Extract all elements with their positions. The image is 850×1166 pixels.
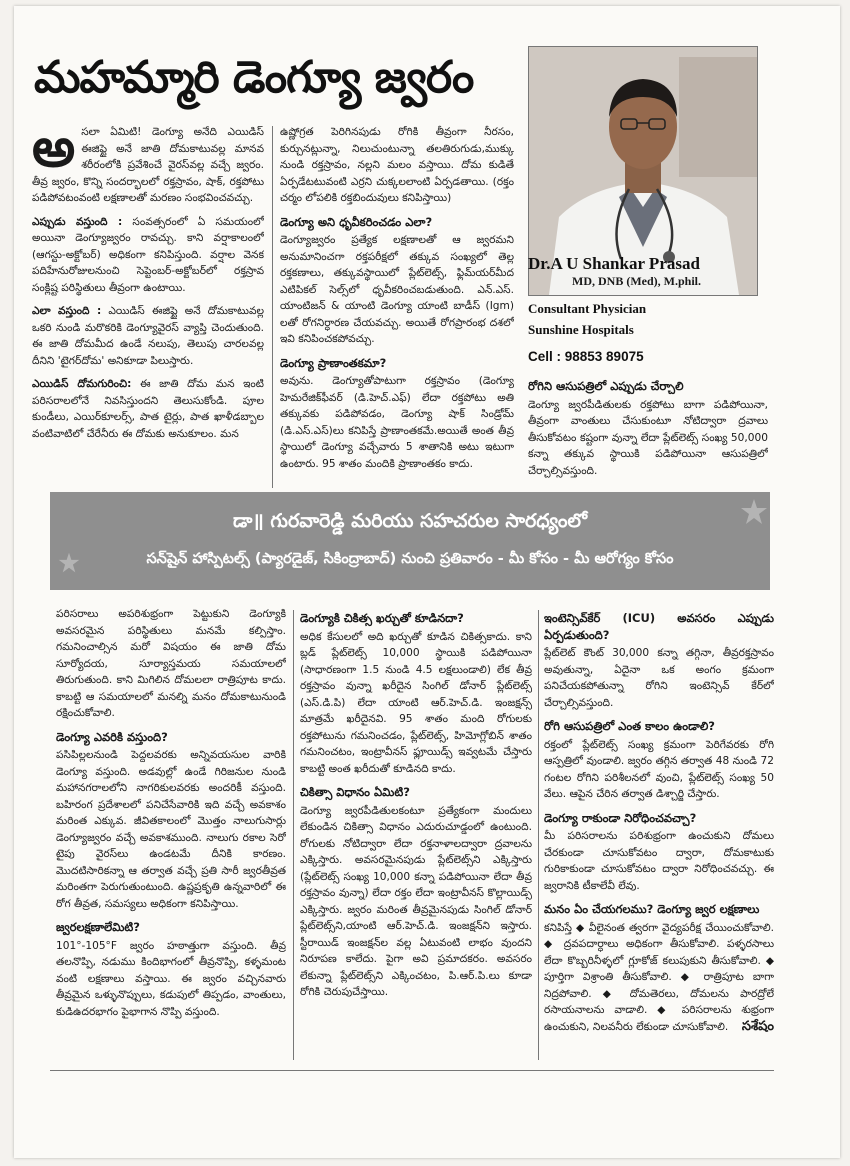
column-3 — [528, 374, 768, 490]
star-icon — [740, 498, 768, 526]
col2-para-2: డెంగ్యూజ్వరం ప్రత్యేక లక్షణాలతో ఆ జ్వరమని అనుమానించగా రక్తపరీక్షలో తక్కువ సంఖ్యలో తెల్ల రక్తకణాలు, తక్కువస్థాయిలో ప్లేట్‌లెట్స్, ఫ్లిమ్‌యర్‌మీద ఎటిపికల్ సెల్స్‌లో ధృవీకరించబడుతుంది. ఎన్.ఎస్. యాంటిజన్ & యాంటి డెంగ్యూ యాంటి బాడీస్ (Igm) లతో రోగనిర్ధారణ చేయవచ్చు. అయితే రోగప్రారంభ దశలో ఇవి కనిపించకపోవచ్చు. — [280, 234, 514, 345]
col1-para-4: ఈ జాతి దోమ మన ఇంటి పరిసరాలలోనే నివసిస్తుందని తెలుసుకోండి. పూల కుండీలు, ఎయిర్‌కూలర్స్, పాత టైర్లు, పాత ఖాళీడబ్బాల వంటివాటిలో చేరేనీరు ఈ దోమకు అనుకూలం. మన — [32, 378, 264, 440]
doctor-phone: Cell : 98853 89075 — [528, 349, 644, 364]
col2-heading-2: డెంగ్యూ అని ధృవీకరించడం ఎలా? — [280, 214, 433, 229]
col6-heading-3: డెంగ్యూ రాకుండా నిరోధించవచ్చా? — [544, 810, 697, 825]
column-divider — [538, 610, 539, 1060]
col4-heading-2: డెంగ్యూ ఎవరికి వస్తుంది? — [56, 729, 168, 744]
article-title: మహమ్మారి డెంగ్యూ జ్వరం — [34, 52, 474, 103]
col1-heading-2: ఎప్పుడు వస్తుంది : — [32, 215, 123, 228]
col6-para-2: రక్తంలో ప్లేట్‌లెట్స్ సంఖ్య క్రమంగా పెరిగేవరకు రోగి ఆస్పత్రిలో వుండాలి. జ్వరం తగ్గిన తర్వాత 48 నుండి 72 గంటల రోగిని పరిశీలనలో వుంచి, ప్లేట్‌లెట్స్ సంఖ్య 50 వేలు. ఆపైన చేరిన తర్వాత డిశ్చార్జి చేస్తారు. — [544, 738, 774, 800]
doctor-hospital: Sunshine Hospitals — [528, 322, 634, 337]
continued-label: సశేషం — [741, 1018, 774, 1034]
doctor-role: Consultant Physician — [528, 301, 647, 316]
col6-para-3: మీ పరిసరాలను పరిశుభ్రంగా ఉంచుకుని దోమలు చేరకుండా చూసుకోవటం ద్వారా, దోమకాటుకు గురికాకుండా చూసుకోవటం ద్వారా నిరోధించవచ్చు. ఈ జ్వరానికి టీకాలేవీ లేవు. — [544, 830, 774, 892]
col1-para-1: సలా ఏమిటి! డెంగ్యూ అనేది ఎయిడిస్ ఈజిప్టై అనే జాతి దోమకాటువల్ల మానవ శరీరంలోకి ప్రవేశించే వైరస్‌వల్ల వచ్చే జ్వరం. తీవ్ర జ్వరం, కొన్ని సందర్భాలలో రక్తస్రావం, షాక్, రక్తపోటు పడిపోవటంవంటి లక్షణాలతో మరణం సంభవించవచ్చు. — [32, 126, 264, 204]
col4-para-3: 101°-105°F జ్వరం హఠాత్తుగా వస్తుంది. తీవ్ర తలనొప్పి, నడుము కిందిభాగంలో తీవ్రనొప్పి, కళ్ళమంట వంటి లక్షణాలు వస్తాయి. ఈ జ్వరం వచ్చినవారు తీవ్రమైన ఒళ్ళునొప్పులు, కడుపులో తిప్పడం, వాంతులు, కుడిఉదరభాగం పైభాగాన నొప్పి వస్తుంది. — [56, 939, 286, 1018]
col6-heading-4: మనం ఏం చేయగలము? డెంగ్యూ జ్వర లక్షణాలు — [544, 902, 760, 916]
star-icon — [58, 552, 80, 574]
doctor-degrees: MD, DNB (Med), M.phil. — [572, 274, 701, 288]
banner-line-1: డా॥ గురవారెడ్డి మరియు సహచరుల సారధ్యంలో — [232, 510, 588, 532]
col6-heading-1: ఇంటెన్సివ్‌కేర్ (ICU) అవసరం ఎప్పుడు ఏర్పడుతుంది? — [544, 611, 774, 642]
col4-para-2: పసిపిల్లలనుండి పెద్దలవరకు అన్నివయసుల వారికి డెంగ్యూ వస్తుంది. అడవుల్లో ఉండే గిరిజనుల నుండి మహానగరాలలోని నాగరికులవరకు అందరికీ వస్తుంది. బహిరంగ ప్రదేశాలలో పనిచేసేవారికి ఇది వచ్చే అవకాశం మరింత ఎక్కువ. జీవితకాలంలో మొత్తం నాలుగుసార్లు డెంగ్యూజ్వరం వచ్చే అవకాశముంది. నాలుగు రకాల సెరో టైపు వైరస్‌లు ఉండటమే దీనికి కారణం. మొదటిసారికన్నా ఆ తర్వాత వచ్చే ప్రతి సారీ జ్వరతీవ్రత మరింతగా పెరుగుతుంటుంది. ఉష్ణప్రకృతి ఉన్నవారిలో ఈ రోగ తీవ్రత, సమస్యలు అధికంగా కనిపిస్తాయి. — [56, 749, 286, 910]
col5-heading-1: డెంగ్యూకి చికిత్స ఖర్చుతో కూడినదా? — [300, 611, 464, 625]
column-5 — [300, 606, 532, 1066]
col1-heading-3: ఎలా వస్తుంది : — [32, 305, 102, 317]
column-1 — [32, 124, 264, 494]
drop-cap: అ — [32, 124, 76, 179]
col2-heading-3: డెంగ్యూ ప్రాణాంతకమా? — [280, 355, 387, 370]
hospital-banner — [50, 492, 770, 590]
column-divider — [272, 126, 273, 488]
column-6 — [544, 606, 774, 1068]
col5-heading-2: చికిత్సా విధానం ఏమిటి? — [300, 785, 410, 799]
col1-heading-4: ఎయిడిస్ దోమగురించి: — [32, 378, 132, 390]
col3-heading-1: రోగిని ఆసుపత్రిలో ఎప్పుడు చేర్చాలి — [528, 379, 684, 393]
col6-para-1: ప్లేట్‌లెట్ కౌంట్ 30,000 కన్నా తగ్గినా, తీవ్రరక్తస్రావం అవుతున్నా, ఏదైనా ఒక అంగం క్రమంగా పనిచేయకపోతున్నా రోగిని ఇంటెన్సివ్ కేర్‌లో చేర్చాల్సివస్తుంది. — [544, 647, 774, 709]
column-divider — [293, 610, 294, 1060]
column-2 — [280, 124, 514, 494]
col1-para-3: ఎయిడిస్ ఈజిప్టై అనే దోమకాటువల్ల ఒకరి నుండి మరొకరికి డెంగ్యూవైరస్ వ్యాప్తి చెందుతుంది. ఈ జాతి దోమమీద ఉండే నలుపు, తెలుపు చారలవల్ల దీనిని 'టైగర్‌దోమ' అనికూడా పిలుస్తారు. — [32, 305, 264, 367]
col1-para-2: సంవత్సరంలో ఏ సమయంలో అయినా డెంగ్యూజ్వరం రావచ్చు. కాని వర్షాకాలంలో (ఆగస్టు-అక్టోబర్) అధికంగా కనిపిస్తుంది. వర్షాల వెనక పదిహేనురోజులనుంచి సెప్టెంబర్-అక్టోబర్‌లో రక్తస్రావ సంక్లిష్ట పరిస్థితులు తీవ్రంగా ఉంటాయి. — [32, 215, 264, 294]
column-4 — [56, 606, 286, 1066]
doctor-name-block — [528, 254, 758, 289]
col2-para-3: అవును. డెంగ్యూతోపాటుగా రక్తస్రావం (డెంగ్యూ హెమరేజిక్‌ఫీవర్ (డి.హెచ్.ఎఫ్) లేదా రక్తపోటు అతి తక్కువకు పడిపోవడం, డెంగ్యూ షాక్ సిండ్రోమ్ (డి.ఎస్.ఎస్)లు కనిపిస్తే ప్రాణాంతకమే.అయితే అంత తీవ్ర స్థాయిలో డెంగ్యూ వచ్చేవారు 5 శాతానికి అటు ఇటుగా ఉంటారు. 95 శాతం మందికి ప్రాణాంతకం కాదు. — [280, 375, 514, 470]
col3-para-1: డెంగ్యూ జ్వరపీడితులకు రక్తపోటు బాగా పడిపోయినా, తీవ్రంగా వాంతులు చేసుకుంటూ నోటిద్వారా ద్రవాలు తీసుకోవటం కష్టంగా వున్నా లేదా ప్లేట్‌లెట్స్ సంఖ్య 50,000 కన్నా తక్కువ స్థాయికి పడిపోయినా ఆసుపత్రిలో చేర్చాల్సివస్తుంది. — [528, 398, 768, 477]
col5-para-1: అధిక కేసులలో అది ఖర్చుతో కూడిన చికిత్సకాదు. కాని బ్లడ్ ప్లేట్‌లెట్స్ 10,000 స్థాయికి పడిపోయినా (సాధారణంగా 1.5 నుండి 4.5 లక్షలుండాలి) లేక తీవ్ర రక్తస్రావం వున్నా ఖరీదైన సింగిల్ డోనార్ ప్లేట్‌లెట్స్ (ఎస్.డి.పి) లేదా యాంటి ఆర్.హెచ్.డి. ఇంజక్షన్స్ మాత్రమే ఖరీదైనవి. 95 శాతం మంది రోగులకు రక్తపోటును గమనించడం, ప్లేట్‌లెట్స్, హిమోగ్లోబిన్ శాతం గమనించటం, ఇంట్రావీనస్ ఫ్లూయిడ్స్ ఇవ్వటమే చేస్తారు కాబట్టి అంత ఖరీదుతో కూడినది కాదు. — [300, 630, 532, 775]
col4-para-1: పరిసరాలు అపరిశుభ్రంగా పెట్టుకుని డెంగ్యూకి అవసరమైన పరిస్థితులు మనమే కల్పిస్తాం. గమనించాల్సిన మరో విషయం ఈ జాతి దోమ సూర్యోదయ, సూర్యాస్తమయ సమయాలలో తిరుగుతుంది. కాని మిగిలిన దోమలలా రాత్రిపూట కాదు. కాబట్టి ఆ సమయాలలో మనల్ని మనం దోమకాటునుండి రక్షించుకోవాలి. — [56, 608, 286, 719]
col5-para-2: డెంగ్యూ జ్వరపీడితులకంటూ ప్రత్యేకంగా మందులు లేకుండిన చికిత్సా విధానం ఎదురుచూడ్డంలో ఉంటుంది. రోగులకు నోటిద్వారా లేదా రక్తనాళాలద్వారా ద్రవాలను ఎక్కిస్తారు. అవసరమైనపుడు ప్లేట్‌లెట్స్‌ని ఎక్కిస్తారు (ప్లేట్‌లెట్స్ సంఖ్య 10,000 కన్నా పడిపోయినా లేదా తీవ్ర రక్తస్రావం వున్నా) లేదా రక్తం లేదా ఇంట్రావీనస్ కొల్లాయిడ్స్ ఎక్కిస్తారు. జ్వరం మరింత తీవ్రమైనపుడు సింగిల్ డోనార్ ప్లేట్‌లెట్స్‌ని,యాంటి ఆర్.హెచ్.డి. ఇంజక్షన్‌ని ఇస్తారు. స్టీరాయిడ్ ఇంజక్షన్‌ల వల్ల ఏటువంటి లాభం వుందని నిరూపణ కాలేదు. పైగా అవి ప్రమాదకరం. అవసరం లేకున్నా ప్లేట్‌లెట్స్‌ని ఎక్కించటం, పి.ఆర్.పి.లు కూడా రోగికి చెరుపుచేస్తాయి. — [300, 804, 532, 998]
col6-heading-2: రోగి ఆసుపత్రిలో ఎంత కాలం ఉండాలి? — [544, 719, 715, 733]
col6-para-4: కనిపిస్తే ◆ వీలైనంత త్వరగా వైద్యపరీక్ష చేయించుకోవాలి. ◆ ద్రవపదార్ధాలు అధికంగా తీసుకోవాలి. పళ్ళరసాలు లేదా కొబ్బరినీళ్ళలో గ్లూకోజ్ కలుపుకుని తీసుకోవాలి. ◆ పూర్తిగా విశ్రాంతి తీసుకోవాలి. ◆ రాత్రిపూట బాగా నిద్రపోవాలి. ◆ దోమతెరలు, దోమలను పారద్రోలే రసాయనాలను వాడాలి. ◆ పరిసరాలను శుభ్రంగా ఉంచుకుని, నిలవనీరు లేకుండా చూసుకోవాలి. — [544, 921, 774, 1033]
doctor-info — [528, 298, 646, 367]
doctor-name: Dr.A U Shankar Prasad — [528, 254, 700, 273]
bottom-border — [50, 1070, 774, 1071]
banner-line-2: సన్‌షైన్ హాస్పిటల్స్ (ప్యారడైజ్, సికింద్రాబాద్) నుంచి ప్రతివారం - మీ కోసం - మీ ఆరోగ్యం కోసం — [146, 551, 674, 567]
col4-heading-3: జ్వరలక్షణాలేమిటి? — [56, 920, 140, 934]
newspaper-page — [14, 6, 840, 1158]
col2-para-1: ఉష్ణోగ్రత పెరిగినపుడు రోగికి తీవ్రంగా నీరసం, కుర్చునట్లున్నా, నిలుచుంటున్నా తలతిరుగుడు,ముక్కు నుండి రక్తస్రావం, నల్లని మలం వస్తాయి. దోమ కుడితే ఏర్పడేటటువంటి ఎర్రని చుక్కలలాంటి ఏర్పడతాయి. (రక్తం చర్మం లోపలికి రక్తబిందువులు కనిపిస్తాయి) — [280, 126, 514, 204]
